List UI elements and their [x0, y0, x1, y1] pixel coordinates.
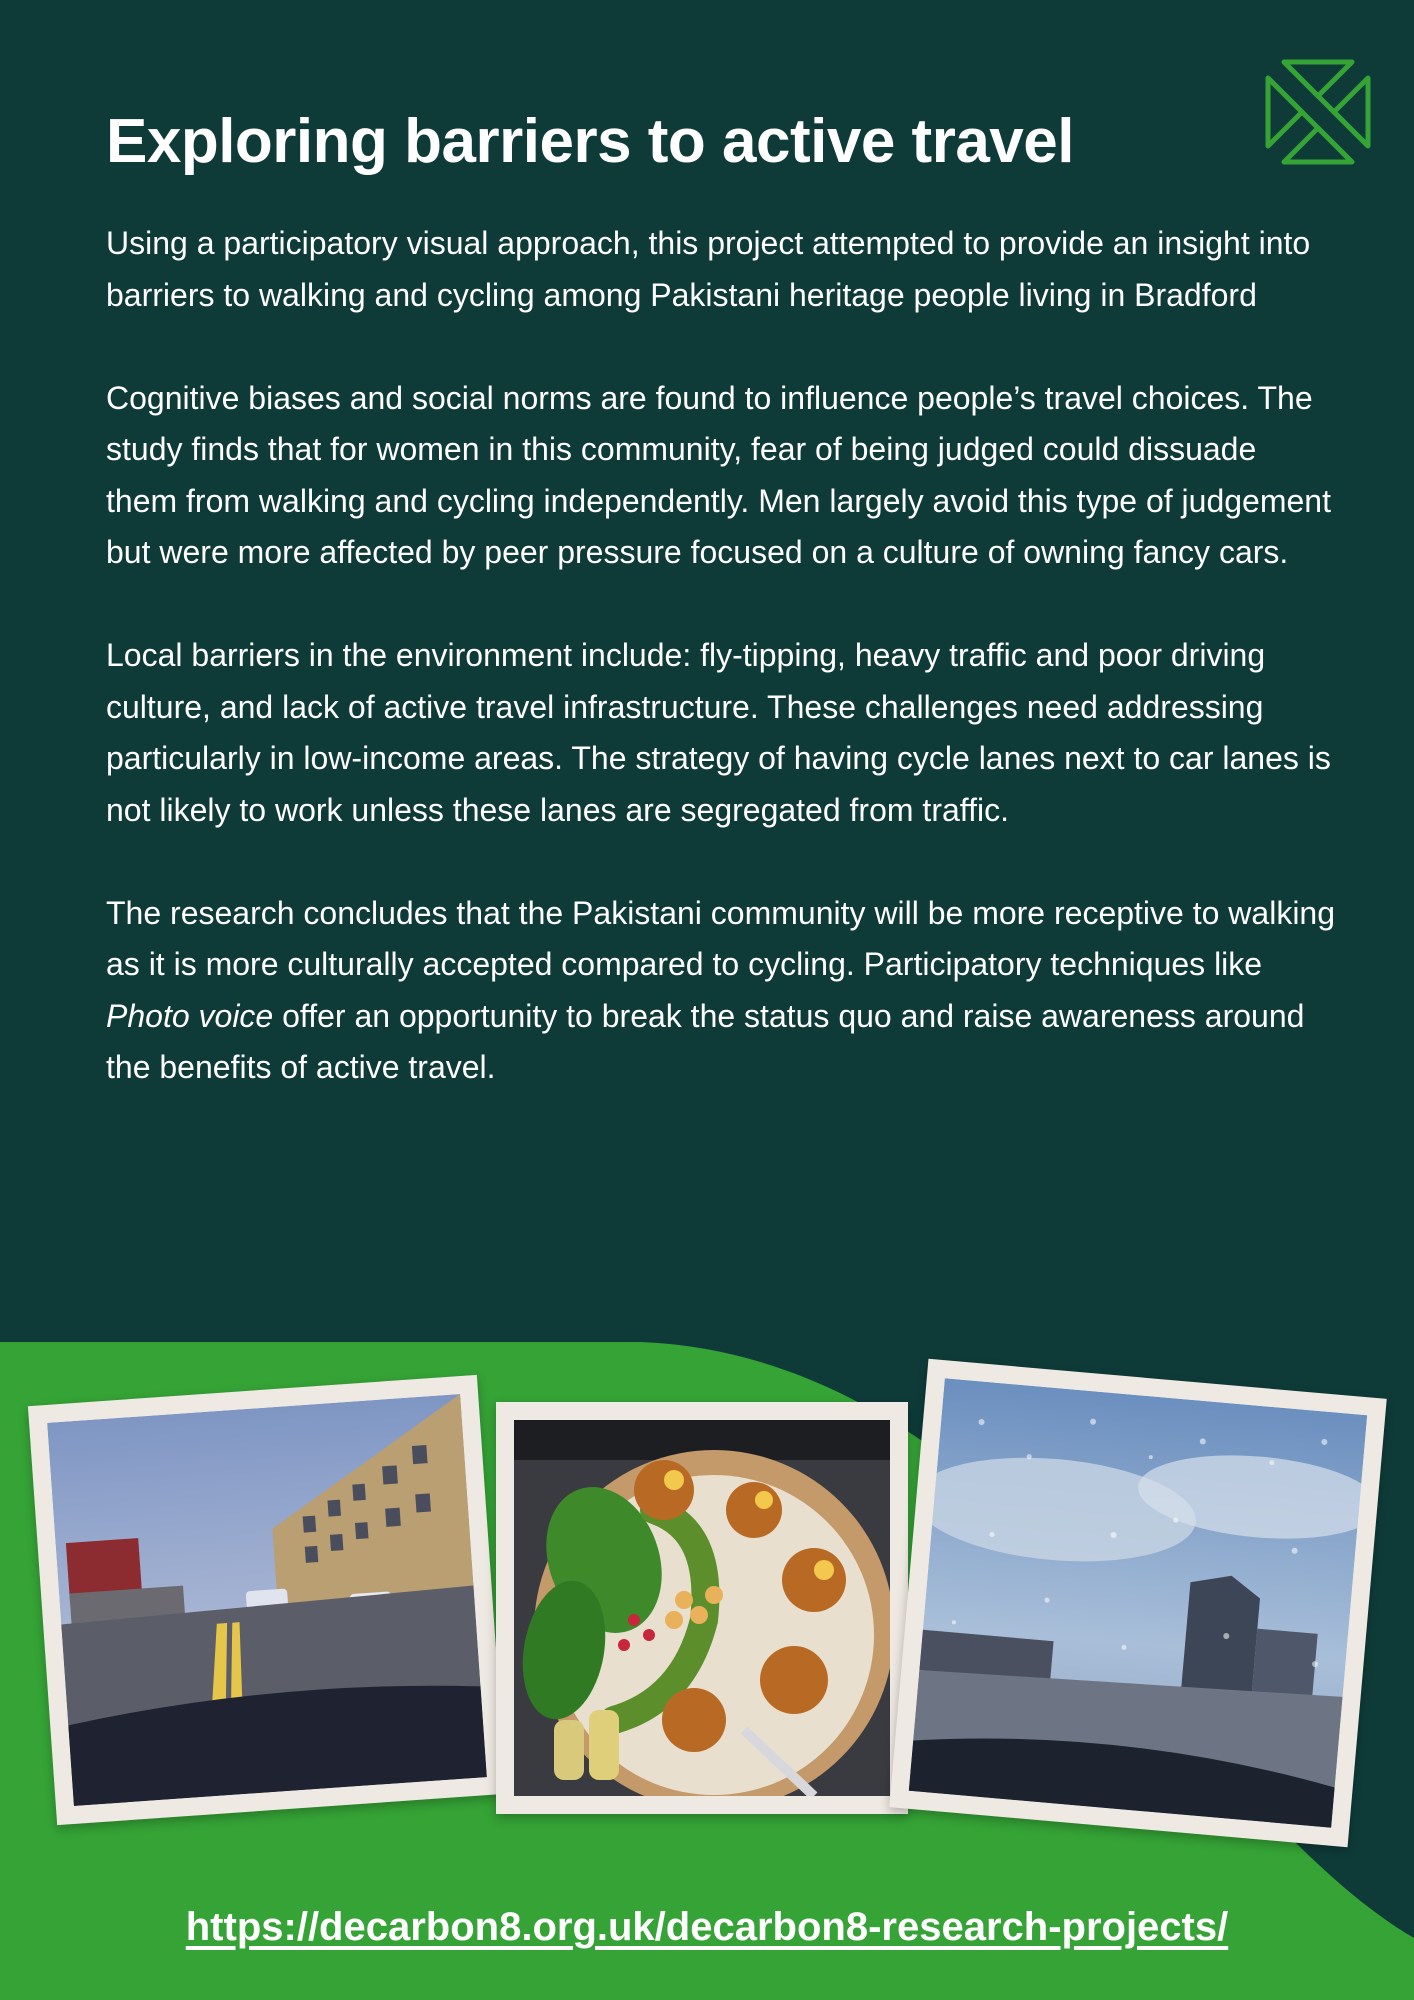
food-bowl-photo: [496, 1402, 908, 1814]
conclusion-text-end: offer an opportunity to break the status quo and raise awareness around the benefits of active travel.: [106, 997, 1305, 1085]
decarbon8-logo-icon: [1262, 56, 1374, 168]
paragraph-intro: Using a participatory visual approach, this project attempted to provide an insight into barriers to walking and cycling among Pakistani heritage people living in Bradford: [106, 225, 1311, 313]
conclusion-text-start: The research concludes that the Pakistani community will be more receptive to walking as it is more culturally accepted compared to cycling. Participatory techniques like: [106, 894, 1336, 982]
body-text: [106, 218, 1336, 1145]
project-link[interactable]: https://decarbon8.org.uk/decarbon8-research-projects/: [185, 1905, 1229, 1949]
paragraph-local-barriers: Local barriers in the environment include: fly-tipping, heavy traffic and poor driving culture, and lack of active travel infrastructure. These challenges need addressing particularly in low-income areas. The strategy of having cycle lanes next to car lanes is not likely to work unless these lanes are segregated from traffic.: [106, 637, 1331, 828]
street-view-photo: [28, 1375, 506, 1825]
photo-voice-emphasis: Photo voice: [106, 997, 274, 1034]
page-title: Exploring barriers to active travel: [106, 107, 1074, 176]
paragraph-social-norms: Cognitive biases and social norms are found to influence people’s travel choices. The study finds that for women in this community, fear of being judged could dissuade them from walking and cycling independently. Men largely avoid this type of judgement but were more affected by peer pressure focused on a culture of owning fancy cars.: [106, 379, 1331, 570]
paragraph-conclusion: [106, 888, 1336, 1094]
rainy-windscreen-photo: [889, 1359, 1386, 1847]
